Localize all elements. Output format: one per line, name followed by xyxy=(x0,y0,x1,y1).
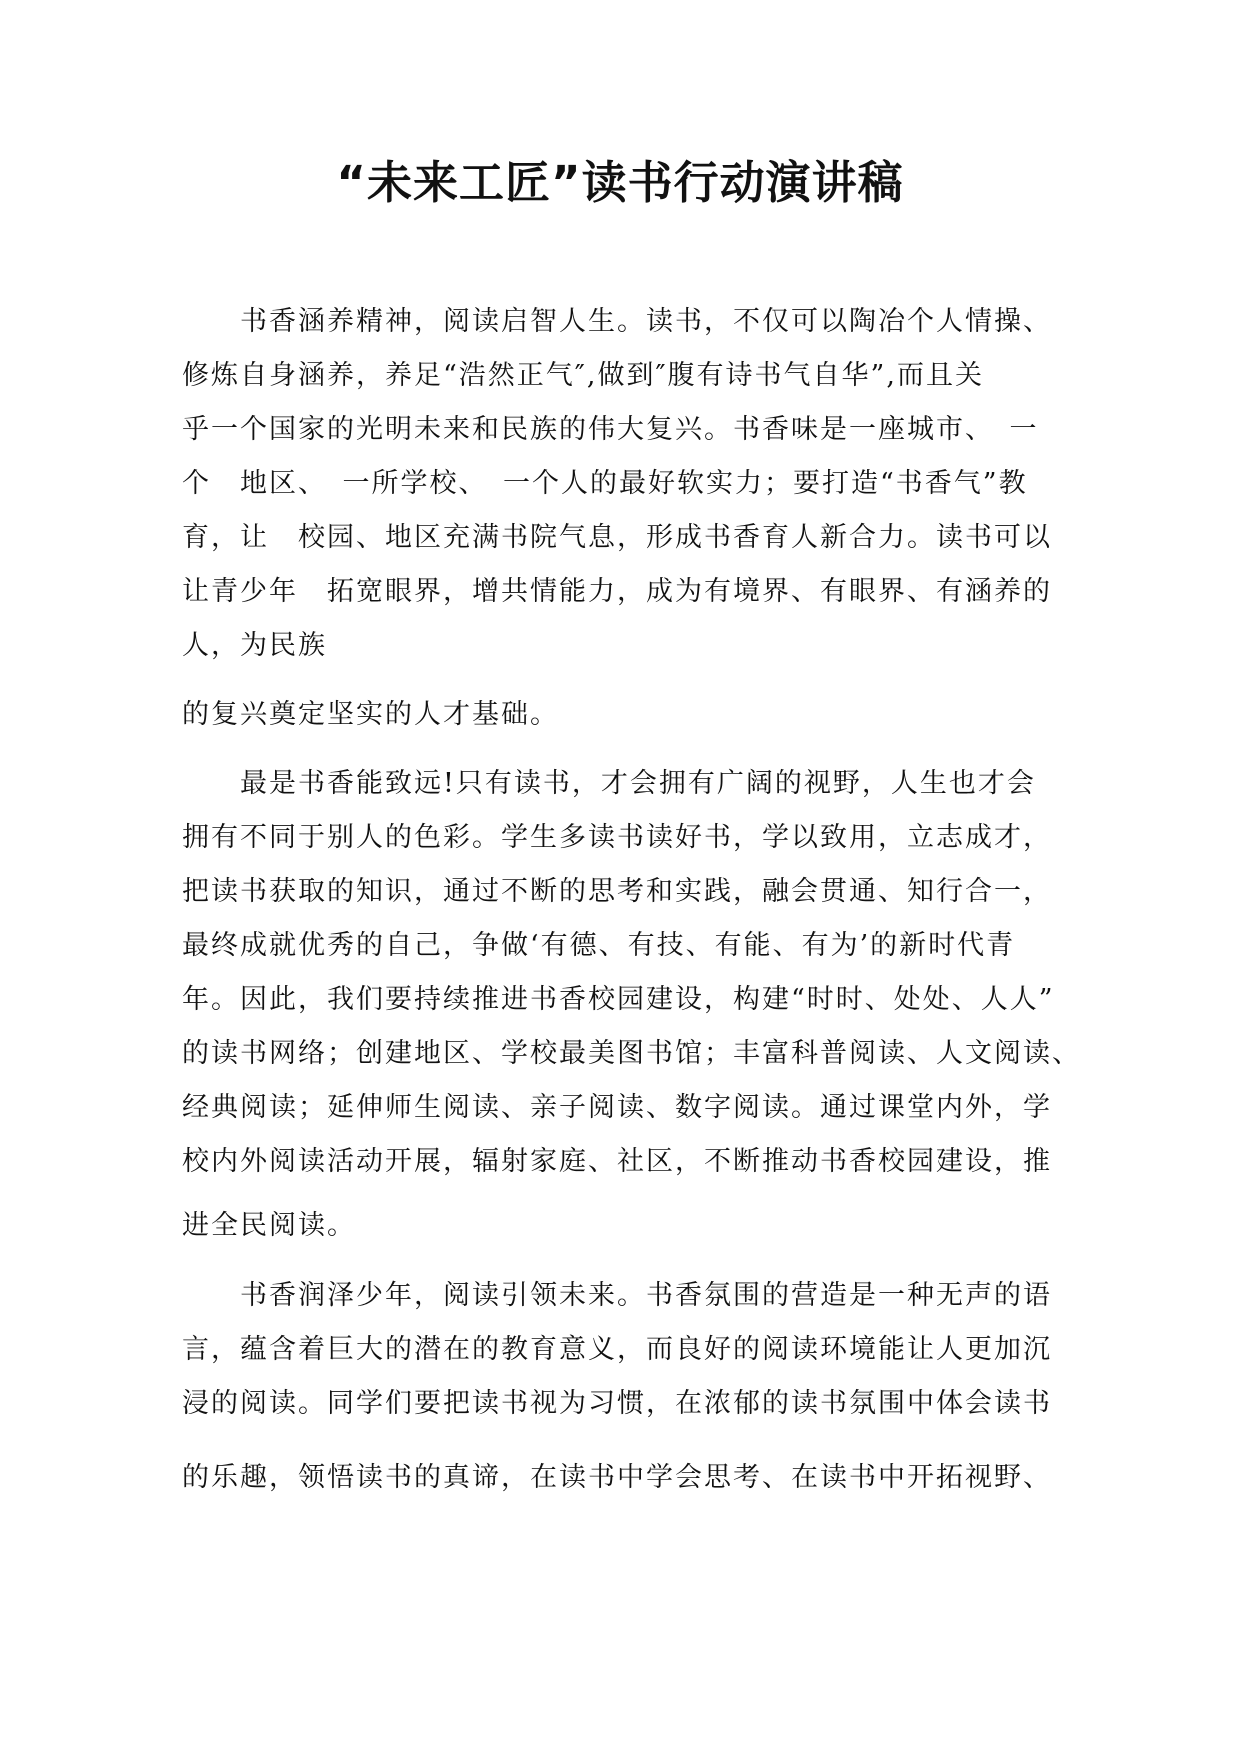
body-line: 言，蕴含着巨大的潜在的教育意义，而良好的阅读环境能让人更加沉 xyxy=(182,1334,1052,1365)
body-line: 最终成就优秀的自己，争做‘有德、有技、有能、有为’的新时代青 xyxy=(182,930,1016,961)
body-line: 的读书网络；创建地区、学校最美图书馆；丰富科普阅读、人文阅读、 xyxy=(182,1038,1081,1069)
body-line: 育，让 校园、地区充满书院气息，形成书香育人新合力。读书可以 xyxy=(182,522,1052,553)
body-line: 人，为民族 xyxy=(182,630,327,661)
body-line: 修炼自身涵养，养足“浩然正气″,做到″腹有诗书气自华”,而且关 xyxy=(182,360,984,391)
body-line: 经典阅读；延伸师生阅读、亲子阅读、数字阅读。通过课堂内外，学 xyxy=(182,1092,1052,1123)
body-line: 校内外阅读活动开展，辐射家庭、社区，不断推动书香校园建设，推 xyxy=(182,1146,1052,1177)
body-line: 把读书获取的知识，通过不断的思考和实践，融会贯通、知行合一， xyxy=(182,876,1052,907)
body-line: 的乐趣，领悟读书的真谛，在读书中学会思考、在读书中开拓视野、 xyxy=(182,1462,1052,1493)
body-line: 个 地区、 一所学校、 一个人的最好软实力；要打造“书香气”教 xyxy=(182,468,1028,499)
body-line: 的复兴奠定坚实的人才基础。 xyxy=(182,699,559,730)
body-line: 浸的阅读。同学们要把读书视为习惯，在浓郁的读书氛围中体会读书 xyxy=(182,1388,1052,1419)
body-line: 拥有不同于别人的色彩。学生多读书读好书，学以致用，立志成才， xyxy=(182,822,1052,853)
body-line: 让青少年 拓宽眼界，增共情能力，成为有境界、有眼界、有涵养的 xyxy=(182,576,1052,607)
body-line: 进全民阅读。 xyxy=(182,1210,356,1241)
body-line: 最是书香能致远!只有读书，才会拥有广阔的视野，人生也才会 xyxy=(182,768,1036,799)
document-title: “未来工匠”读书行动演讲稿 xyxy=(336,156,904,209)
body-line: 年。因此，我们要持续推进书香校园建设，构建“时时、处处、人人” xyxy=(182,984,1055,1015)
body-line: 乎一个国家的光明未来和民族的伟大复兴。书香味是一座城市、 一 xyxy=(182,414,1039,445)
body-line: 书香润泽少年，阅读引领未来。书香氛围的营造是一种无声的语 xyxy=(182,1280,1052,1311)
body-line: 书香涵养精神，阅读启智人生。读书，不仅可以陶冶个人情操、 xyxy=(182,306,1052,337)
